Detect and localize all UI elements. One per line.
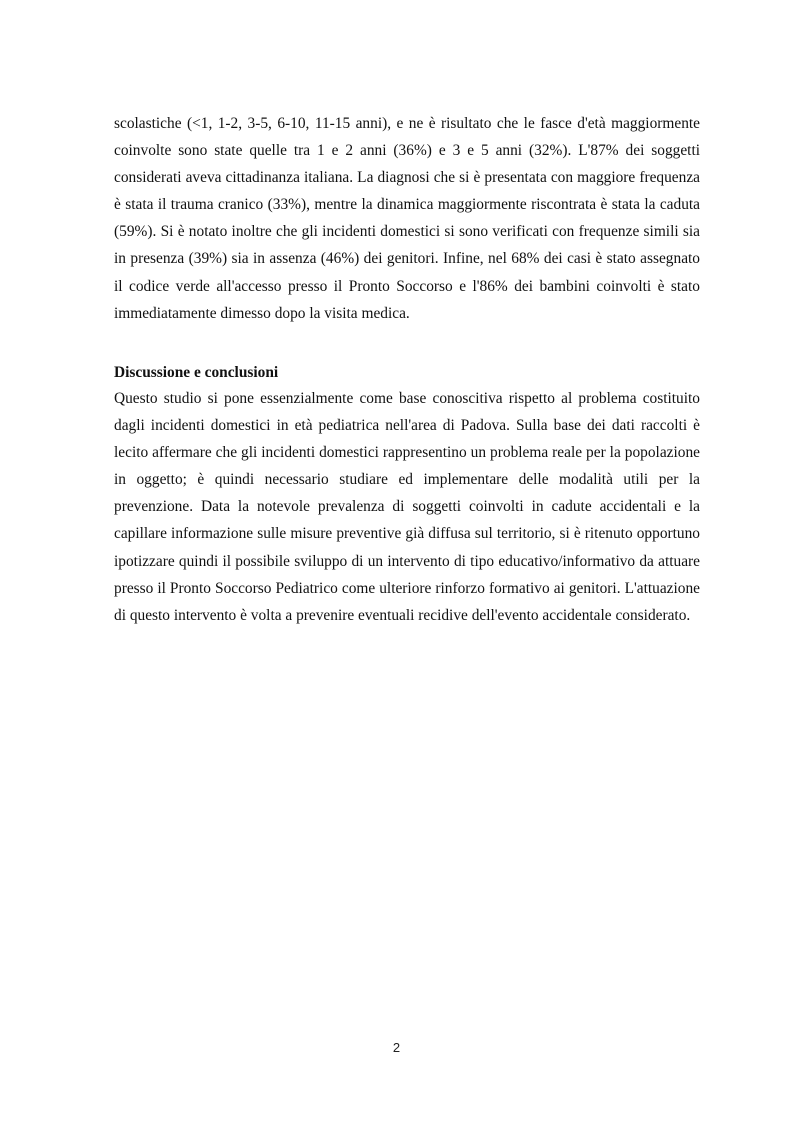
discussion-paragraph: Questo studio si pone essenzialmente come base conoscitiva rispetto al problema costituito dagli incidenti domestici in età pediatrica nell'area di Padova. Sulla base dei dati raccolti è lecito affermare che gli incidenti domestici rappresentino un problema reale per la popolazione in oggetto; è quindi necessario studiare ed implementare delle modalità utili per la prevenzione. Data la notevole prevalenza di soggetti coinvolti in cadute accidentali e la capillare informazione sulle misure preventive già diffusa sul territorio, si è ritenuto opportuno ipotizzare quindi il possibile sviluppo di un intervento di tipo educativo/informativo da attuare presso il Pronto Soccorso Pediatrico come ulteriore rinforzo formativo ai genitori. L'attuazione di questo intervento è volta a prevenire eventuali recidive dell'evento accidentale considerato.	[114, 390, 700, 624]
page-number: 2	[392, 1040, 401, 1055]
results-paragraph: scolastiche (<1, 1-2, 3-5, 6-10, 11-15 anni), e ne è risultato che le fasce d'età maggiormente coinvolte sono state quelle tra 1 e 2 anni (36%) e 3 e 5 anni (32%). L'87% dei soggetti considerati aveva cittadinanza italiana. La diagnosi che si è presentata con maggiore frequenza è stata il trauma cranico (33%), mentre la dinamica maggiormente riscontrata è stata la caduta (59%). Si è notato inoltre che gli incidenti domestici si sono verificati con frequenze simili sia in presenza (39%) sia in assenza (46%) dei genitori. Infine, nel 68% dei casi è stato assegnato il codice verde all'accesso presso il Pronto Soccorso e l'86% dei bambini coinvolti è stato immediatamente dimesso dopo la visita medica.	[114, 115, 700, 322]
section-heading-discussion: Discussione e conclusioni	[114, 364, 279, 381]
